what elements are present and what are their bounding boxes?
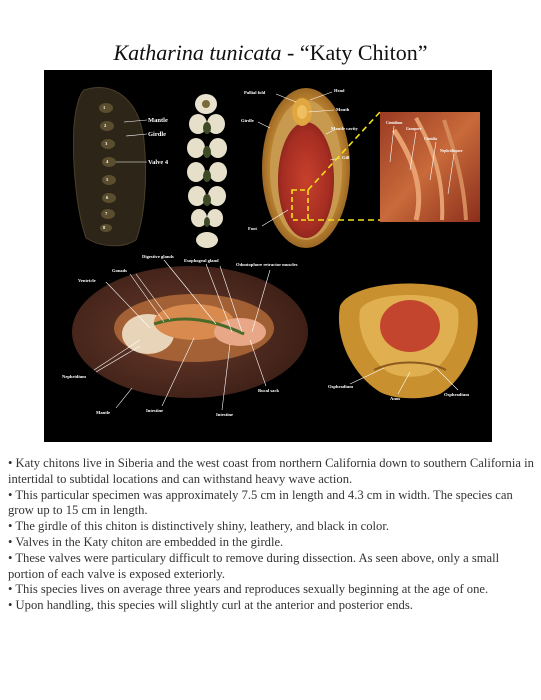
fact-item: • Katy chitons live in Siberia and the west coast from northern California down to southern California in intertidal to subtidal locations and can withstand heavy wave action.: [8, 456, 534, 486]
label-esophageal-gland: Esophogeal gland: [184, 258, 219, 263]
fact-item: • Valves in the Katy chiton are embedded in the girdle.: [8, 534, 284, 549]
label-mantle-cavity: Mantle cavity: [331, 126, 358, 131]
valve-number-2: 2: [104, 123, 107, 128]
label-mantle-dissection: Mantle: [96, 410, 111, 415]
mantle-d-pointer: [116, 388, 132, 408]
label-girdle: Girdle: [148, 131, 167, 138]
valve-number-3: 3: [105, 141, 108, 146]
fact-item: • These valves were particulary difficult to remove during dissection. As seen above, only a small portion of each valve is exposed exteriorly.: [8, 550, 500, 581]
label-ctenidium: Ctenidium: [386, 121, 403, 125]
valve-number-4: 4: [106, 159, 109, 164]
label-mouth: Mouth: [336, 107, 350, 112]
dissection-panel: [62, 254, 308, 417]
valve-number-8: 8: [103, 225, 106, 230]
valve-number-5: 5: [106, 177, 109, 182]
specimen-photo-plate: [44, 70, 492, 442]
label-pallial-fold: Pallial fold: [244, 90, 266, 95]
label-gonopore: Gonopore: [406, 127, 422, 131]
label-gill: Gill: [342, 155, 350, 160]
label-gonads: Gonads: [112, 268, 128, 273]
fact-item: • This species lives on average three years and reproduces sexually beginning at the age of one.: [8, 582, 489, 597]
valve-number-6: 6: [106, 195, 109, 200]
isolated-valves-panel: [187, 94, 227, 248]
gill-closeup-panel: [380, 112, 480, 222]
label-intestine-2: Intestine: [216, 412, 234, 417]
title-scientific-name: Katharina tunicata: [113, 40, 282, 65]
dorsal-view-panel: [74, 87, 169, 245]
label-mantle: Mantle: [148, 117, 168, 124]
label-bucal-sack: Bucal sack: [258, 388, 280, 393]
label-nephridium: Nephridium: [62, 374, 86, 379]
fact-item: • Upon handling, this species will slightly curl at the anterior and posterior ends.: [8, 598, 413, 613]
label-valve4: Valve 4: [148, 159, 169, 166]
fact-item: • This particular specimen was approximately 7.5 cm in length and 4.3 cm in width. The species can grow up to 15 cm in length.: [8, 487, 513, 518]
fact-item: • The girdle of this chiton is distinctively shiny, leathery, and black in color.: [8, 519, 389, 534]
label-ventricle: Ventricle: [78, 278, 96, 283]
title-common-name: “Katy Chiton”: [299, 40, 428, 65]
fact-list: [8, 456, 536, 614]
label-head: Head: [334, 88, 345, 93]
ventral-view-panel: [241, 88, 359, 248]
girdle-v-pointer: [258, 122, 270, 128]
title-separator: -: [281, 40, 300, 65]
label-osphradium-1: Osphradium: [328, 384, 354, 389]
valve-number-1: 1: [103, 105, 106, 110]
label-intestine-1: Intestine: [146, 408, 164, 413]
label-girdle-ventral: Girdle: [241, 118, 254, 123]
label-digestive-glands: Digestive glands: [142, 254, 174, 259]
label-nephridiopore: Nephridiopore: [440, 149, 463, 153]
page-title: [0, 40, 541, 66]
label-osphradium-2: Osphradium: [444, 392, 470, 397]
posterior-view-panel: [328, 284, 478, 402]
specimen-illustration: [44, 70, 492, 442]
label-anus: Anus: [390, 396, 401, 401]
valve-number-7: 7: [105, 211, 108, 216]
label-ctenidia: Ctenidia: [424, 137, 438, 141]
label-odontophore: Odontophore retractor muscles: [236, 262, 298, 267]
label-foot: Foot: [248, 226, 257, 231]
